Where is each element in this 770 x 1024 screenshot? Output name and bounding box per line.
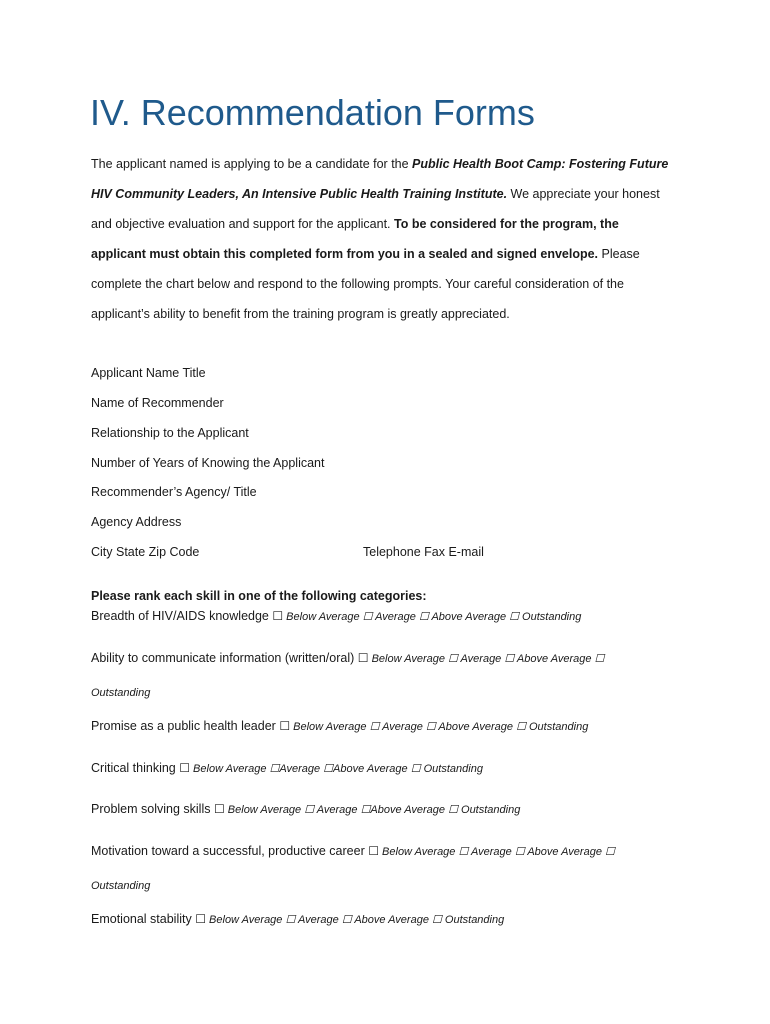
ranking-title: Please rank each skill in one of the following categories: xyxy=(91,589,427,603)
skill-options[interactable]: Below Average ☐ Average ☐ Above Average ☐ xyxy=(368,653,605,665)
checkbox[interactable]: ☐ xyxy=(213,802,225,816)
skill-row xyxy=(91,719,588,733)
skill-options[interactable]: Below Average ☐ Average ☐ Above Average ☐ xyxy=(378,846,615,858)
skill-options[interactable]: Below Average ☐ Average ☐ Above Average ☐ Outstanding xyxy=(283,611,582,623)
agency-address-field[interactable]: Agency Address xyxy=(91,515,182,529)
program-name-cont: HIV Community Leaders, An Intensive Public Health Training Institute. xyxy=(91,187,508,201)
agency-title-field[interactable]: Recommender’s Agency/ Title xyxy=(91,485,257,499)
skill-options[interactable]: Below Average ☐ Average ☐ Above Average ☐ Outstanding xyxy=(205,914,505,926)
intro-line-5: complete the chart below and respond to the following prompts. Your careful consideration of the xyxy=(91,277,624,291)
contact-field[interactable]: Telephone Fax E-mail xyxy=(363,545,484,559)
intro-line-4 xyxy=(91,247,691,261)
recommender-name-field[interactable]: Name of Recommender xyxy=(91,396,224,410)
program-name: Public Health Boot Camp: Fostering Future xyxy=(412,157,669,171)
skill-options-cont[interactable]: Outstanding xyxy=(91,687,151,699)
skill-label: Ability to communicate information (written/oral) xyxy=(91,651,358,665)
skill-row xyxy=(91,844,615,858)
years-known-field[interactable]: Number of Years of Knowing the Applicant xyxy=(91,456,325,470)
intro-line-2 xyxy=(91,187,691,201)
requirement-text: To be considered for the program, the xyxy=(394,217,619,231)
skill-options-cont[interactable]: Outstanding xyxy=(91,880,151,892)
skill-row xyxy=(91,912,504,926)
intro-text: Please xyxy=(598,247,640,261)
skill-options[interactable]: Below Average ☐ Average ☐ Above Average ☐ Outstanding xyxy=(290,721,589,733)
checkbox[interactable]: ☐ xyxy=(272,609,284,623)
applicant-name-field[interactable]: Applicant Name Title xyxy=(91,366,206,380)
checkbox[interactable]: ☐ xyxy=(195,912,206,926)
skill-options[interactable]: Below Average ☐Average ☐Above Average ☐ Outstanding xyxy=(190,763,483,775)
skill-options[interactable]: Below Average ☐ Average ☐Above Average ☐ Outstanding xyxy=(224,804,521,816)
skill-label: Critical thinking xyxy=(91,761,180,775)
requirement-text: applicant must obtain this completed form from you in a sealed and signed envelope. xyxy=(91,247,599,261)
skill-label: Breadth of HIV/AIDS knowledge xyxy=(91,609,273,623)
intro-text: We appreciate your honest xyxy=(507,187,660,201)
skill-label: Emotional stability xyxy=(91,912,196,926)
skill-row xyxy=(91,761,483,775)
checkbox[interactable]: ☐ xyxy=(179,761,190,775)
intro-line-6: applicant’s ability to benefit from the training program is greatly appreciated. xyxy=(91,307,510,321)
skill-label: Promise as a public health leader xyxy=(91,719,280,733)
skill-row xyxy=(91,609,581,623)
intro-line-1 xyxy=(91,157,691,171)
intro-text: and objective evaluation and support for the applicant. xyxy=(91,217,394,231)
page-title: IV. Recommendation Forms xyxy=(90,92,535,133)
skill-label: Motivation toward a successful, productive career xyxy=(91,844,369,858)
intro-text: The applicant named is applying to be a candidate for the xyxy=(91,157,413,171)
skill-row xyxy=(91,802,520,816)
checkbox[interactable]: ☐ xyxy=(368,844,379,858)
skill-row xyxy=(91,651,604,665)
relationship-field[interactable]: Relationship to the Applicant xyxy=(91,426,249,440)
intro-line-3 xyxy=(91,217,691,231)
skill-label: Problem solving skills xyxy=(91,802,214,816)
checkbox[interactable]: ☐ xyxy=(279,719,291,733)
city-state-zip-field[interactable]: City State Zip Code xyxy=(91,545,200,559)
checkbox[interactable]: ☐ xyxy=(357,651,369,665)
